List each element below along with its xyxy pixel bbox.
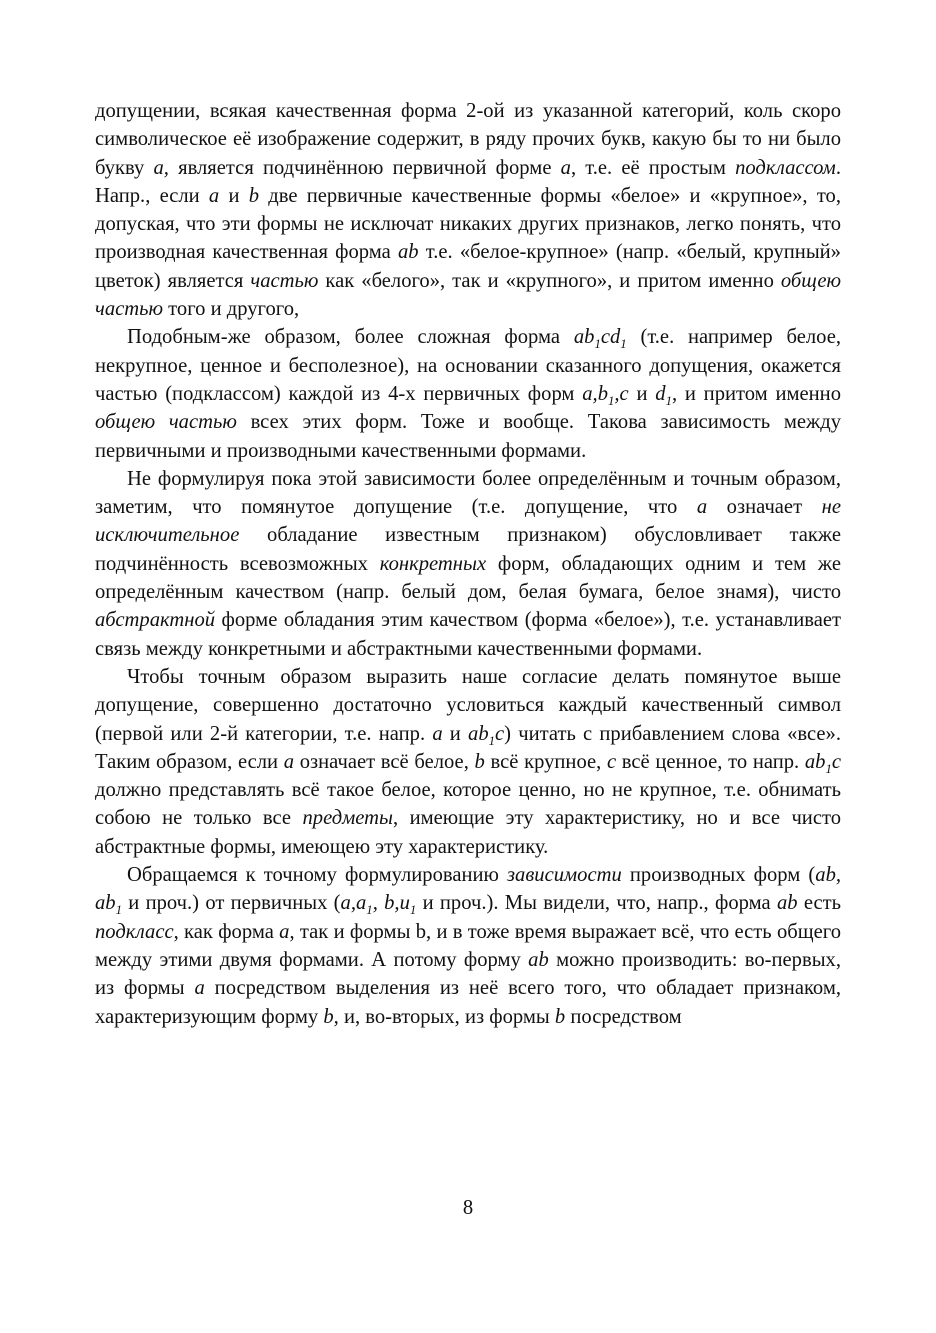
italic-run: b — [554, 1005, 566, 1028]
italic-run: b — [248, 184, 260, 207]
italic-run: , b,u — [372, 892, 410, 915]
italic-run: с — [606, 750, 617, 773]
italic-run: c — [495, 722, 505, 745]
italic-run: подкласс — [95, 920, 174, 943]
subscript-run: 1 — [665, 394, 672, 409]
italic-run: ab — [804, 750, 826, 773]
italic-run: ab — [398, 241, 419, 264]
italic-run: предметы — [302, 807, 393, 830]
subscript-run: 1 — [825, 761, 832, 776]
italic-run: ab — [776, 892, 798, 915]
italic-run: а — [560, 156, 571, 179]
italic-run: a,b — [582, 382, 608, 405]
paragraph: Обращаемся к точному формулированию зависимости производных форм (ab, $ab_1$ и проч.) от первичных ($a,a_1$, $b,u_1$ и проч.). Мы видели, что, напр., форма ab есть подкласс, как форма а, так и формы b, и в тоже время выражает всё, что есть общего между этими двумя формами. А потому форму ab можно производить: во-первых, из формы а посредством выделения из неё всего того, что обладает признаком, характеризующим форму b, и, во-вторых, из формы b посредством — [95, 864, 842, 1028]
italic-run: ab — [528, 948, 549, 971]
italic-run: ,c — [614, 382, 629, 405]
italic-run: а — [208, 184, 220, 207]
italic-run: а — [432, 722, 443, 745]
subscript-run: 1 — [620, 337, 627, 352]
italic-run: cd — [600, 326, 621, 349]
subscript-run: 1 — [488, 733, 496, 748]
italic-run: а, — [153, 156, 169, 179]
italic-run: а — [696, 496, 708, 519]
paragraph: Не формулируя пока этой зависимости более определённым и точным образом, заметим, что помянутое допущение (т.е. допущение, что а означает не исключительное обладание известным признаком) обусловливает также подчинённость всевозможных конкретных форм, обладающих одним и тем же определённым качеством (напр. белый дом, белая бумага, белое знамя), чисто абстрактной форме обладания этим качеством (форма «белое»), т.е. устанавливает связь между конкретными и абстрактными качественными формами. — [95, 467, 841, 660]
italic-run: зависимости — [507, 864, 622, 887]
italic-run: ab — [468, 722, 489, 745]
italic-run: ab — [573, 326, 595, 349]
subscript-run: 1 — [594, 337, 601, 352]
italic-run: не исключительное — [95, 496, 841, 547]
italic-run: а — [279, 920, 290, 943]
italic-run: общею частью — [95, 269, 841, 321]
italic-run: частью — [250, 269, 319, 292]
subscript-run: 1 — [115, 903, 122, 918]
italic-run: а — [194, 977, 205, 1000]
paragraph: допущении, всякая качественная форма 2-ой из указанной категорий, коль скоро символическое её изображение содержит, в ряду прочих букв, какую бы то ни было букву а, является подчинённою первичной форме а, т.е. её простым подклассом. Напр., если а и b две первичные качественные формы «белое» и «крупное», то, допуская, что эти формы не исключат никаких других признаков, легко понять, что производная качественная форма ab т.е. «белое-крупное» (напр. «белый, крупный» цветок) является частью как «белого», так и «крупного», и притом именно общею частью того и другого, — [95, 100, 841, 321]
italic-run: b — [474, 750, 485, 773]
italic-run: общею частью — [95, 411, 237, 434]
italic-run: а — [283, 750, 295, 773]
subscript-run: 1 — [608, 394, 615, 409]
subscript-run: 1 — [409, 903, 417, 918]
italic-run: абстрактной — [95, 609, 216, 632]
italic-run: b, — [323, 1005, 339, 1028]
italic-run: d — [655, 382, 666, 405]
italic-run: ab, ab — [95, 864, 842, 915]
subscript-run: 1 — [366, 903, 373, 918]
paragraph: Подобным-же образом, более сложная форма $ab_1cd_1$ (т.е. например белое, некрупное, ценное и бесполезное), на основании сказанного допущения, окажется частью (подклассом) каждой из 4-х первичных форм $a,b_1,c$ и $d_1$, и притом именно общею частью всех этих форм. Тоже и вообще. Такова зависимость между первичными и производными качественными формами. — [95, 326, 841, 462]
italic-run: подклассом — [735, 156, 836, 179]
italic-run: конкретных — [379, 552, 487, 575]
page-number: 8 — [462, 1197, 474, 1219]
italic-run: a,a — [340, 892, 367, 915]
page-body — [95, 97, 841, 1031]
italic-run: c — [831, 750, 841, 773]
paragraph: Чтобы точным образом выразить наше согласие делать помянутое выше допущение, совершенно достаточно условиться каждый качественный символ (первой или 2-й категории, т.е. напр. а и $ab_1c$) читать с прибавлением слова «все». Таким образом, если а означает всё белое, b всё крупное, с всё ценное, то напр. $ab_1c$ должно представлять всё такое белое, которое ценно, но не крупное, т.е. обнимать собою не только все предметы, имеющие эту характеристику, но и все чисто абстрактные формы, имеющею эту характеристику. — [95, 665, 841, 858]
